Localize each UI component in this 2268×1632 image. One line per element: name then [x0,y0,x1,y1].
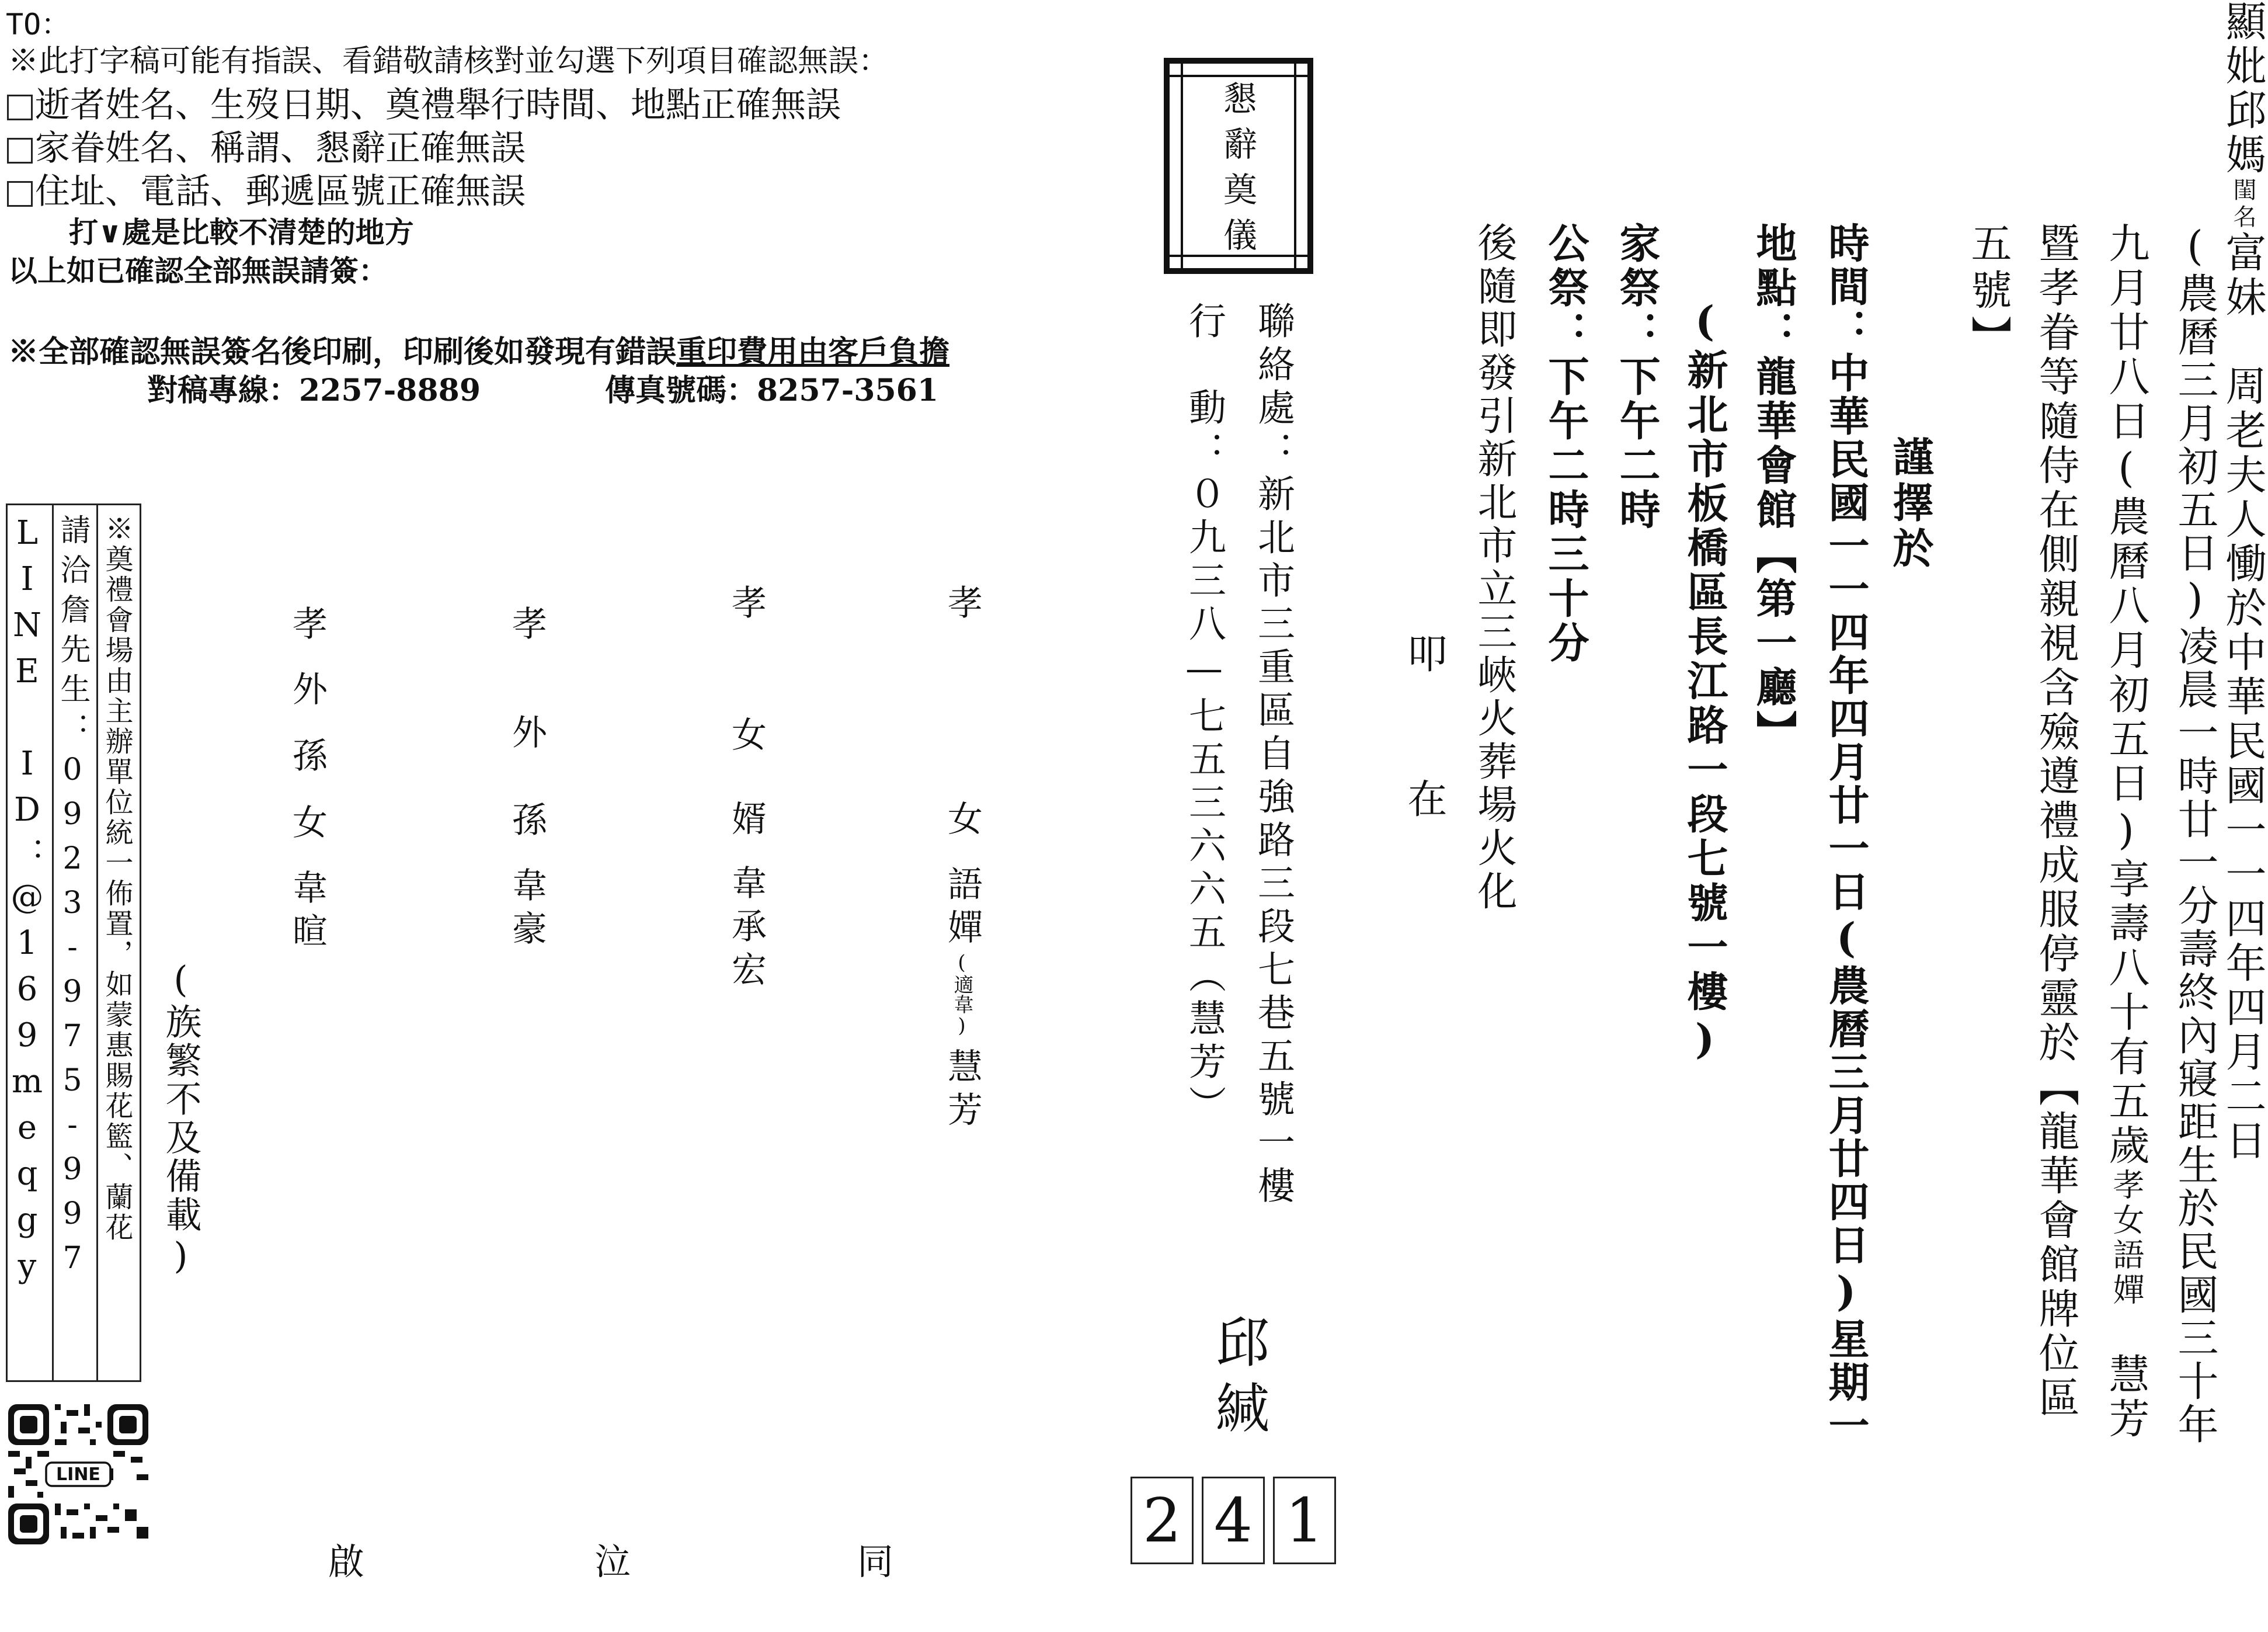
print-note-a: ※全部確認無誤簽名後印刷，印刷後如發現有錯誤 [8,334,677,370]
print-note-b: 重印費用由客戶負擔 [676,334,950,370]
obit-line-5: 五號】 [1964,222,2012,362]
obit-line-4: 暨孝眷等隨侍在側親視含殮遵禮成服停靈於【龍華會館牌位區 [2032,222,2080,1421]
mourner-col3-name: 韋豪 [506,867,547,953]
bottom-tong: 同 [857,1540,894,1583]
obit-line-2: (農曆三月初五日)凌晨一時廿一分壽終內寢距生於民國三十年 [2171,222,2219,1446]
checkbox-2[interactable] [7,138,33,164]
confirm-sign: 以上如已確認全部無誤請簽： [8,254,388,288]
contact-mobile: 行 動：０九三八—七五三六六五（慧芳） [1182,301,1226,1128]
contact-zhan: 請洽詹先生：0923-975-997 [55,514,90,1285]
mourner-col2-name: 韋承宏 [726,864,767,994]
mourner-col4-d: 女 [287,804,328,839]
obit-line-1 [2219,0,2267,1164]
mourner-col4-name: 韋暄 [287,869,328,956]
mourner-col3-title: 孝 [506,605,547,640]
selected-line: 謹擇於 [1886,436,1935,572]
obit-line-3-small: 孝女語嬋 [2108,1168,2145,1308]
contact-address: 聯絡處：新北市三重區自強路三段七巷五號一樓 [1251,301,1295,1209]
mourner-col2-title: 孝 [726,584,767,619]
check-label-3: 住址、電話、郵遞區號正確無誤 [35,171,526,212]
fax: 傳真號碼：8257-3561 [605,373,939,408]
kneel-text: 叩 在 [1401,633,1447,850]
obit-line-1b: 富妹 周老夫人慟於中華民國一一四年四月二日 [2219,231,2267,1164]
proof-to: TO： [6,8,71,41]
check-label-1: 逝者姓名、生歿日期、奠禮舉行時間、地點正確無誤 [35,85,841,126]
line-qr-code[interactable] [8,1404,148,1544]
cremation-line: 後隨即發引新北市立三峽火葬場火化 [1471,222,1517,914]
obit-line-1a: 顯妣邱媽 [2219,0,2267,178]
place-line: 地點：龍華會館【第一廳】 [1749,222,1798,755]
line-id-text: LINE ID：@169meqgy [8,514,46,1293]
code-digit-2: 4 [1202,1477,1265,1564]
mourner-col1-relation: 女 [942,800,983,835]
code-digit-1: 2 [1130,1477,1194,1564]
print-note [8,327,949,371]
mourner-col4-a: 孝 [287,605,328,640]
check-label-2: 家眷姓名、稱謂、懇辭正確無誤 [35,128,526,169]
mourner-col3-b: 孫 [506,801,547,836]
mourner-col4-c: 孫 [287,737,328,772]
mourner-col4-b: 外 [287,671,328,706]
bottom-qi2: 啟 [328,1540,365,1583]
code-boxes [1130,1477,1336,1564]
checkbox-3[interactable] [7,181,33,207]
mourner-col1-title: 孝 [942,584,983,619]
public-rite-line: 公祭：下午二時三十分 [1542,222,1590,666]
flower-note: ※奠禮會場由主辦單位統一佈置，如蒙惠賜花籃、蘭花 [100,514,133,1243]
check-item-3[interactable] [7,164,526,214]
obit-line-3 [2102,222,2150,1442]
time-line: 時間：中華民國一一四年四月廿一日(農曆三月廿四日)星期一 [1822,222,1870,1447]
obit-line-1-small: 閨名 [2229,178,2256,231]
mourner-col1-note: (適韋) [950,951,973,1037]
mourner-col2-b: 婿 [726,800,767,835]
mark-note: 打∨處是比較不清楚的地方 [69,215,414,249]
sender-surname: 邱緘 [1207,1314,1269,1445]
qr-line-label: LINE [56,1464,100,1485]
mourner-col1-name2: 慧芳 [942,1048,983,1134]
clan-note: (族繁不及備載) [159,958,202,1279]
proof-notice: ※此打字稿可能有指誤、看錯敬請核對並勾選下列項目確認無誤： [8,44,889,79]
checkbox-1[interactable] [7,95,33,120]
address-line: (新北市板橋區長江路一段七號一樓) [1681,297,1729,1067]
seal-title: 懇辭奠儀 [1218,81,1257,263]
family-rite-line: 家祭：下午二時 [1613,222,1661,533]
hotline: 對稿專線：2257-8889 [147,373,481,408]
bottom-qi: 泣 [594,1540,631,1583]
mourner-col3-a: 外 [506,714,547,749]
mourner-col1-name1: 語嬋 [942,866,983,952]
code-digit-3: 1 [1273,1477,1336,1564]
mourner-col2-a: 女 [726,716,767,751]
obit-line-3b: 慧芳 [2102,1308,2150,1442]
obit-line-3a: 九月廿八日(農曆八月初五日)享壽八十有五歲 [2102,222,2150,1168]
